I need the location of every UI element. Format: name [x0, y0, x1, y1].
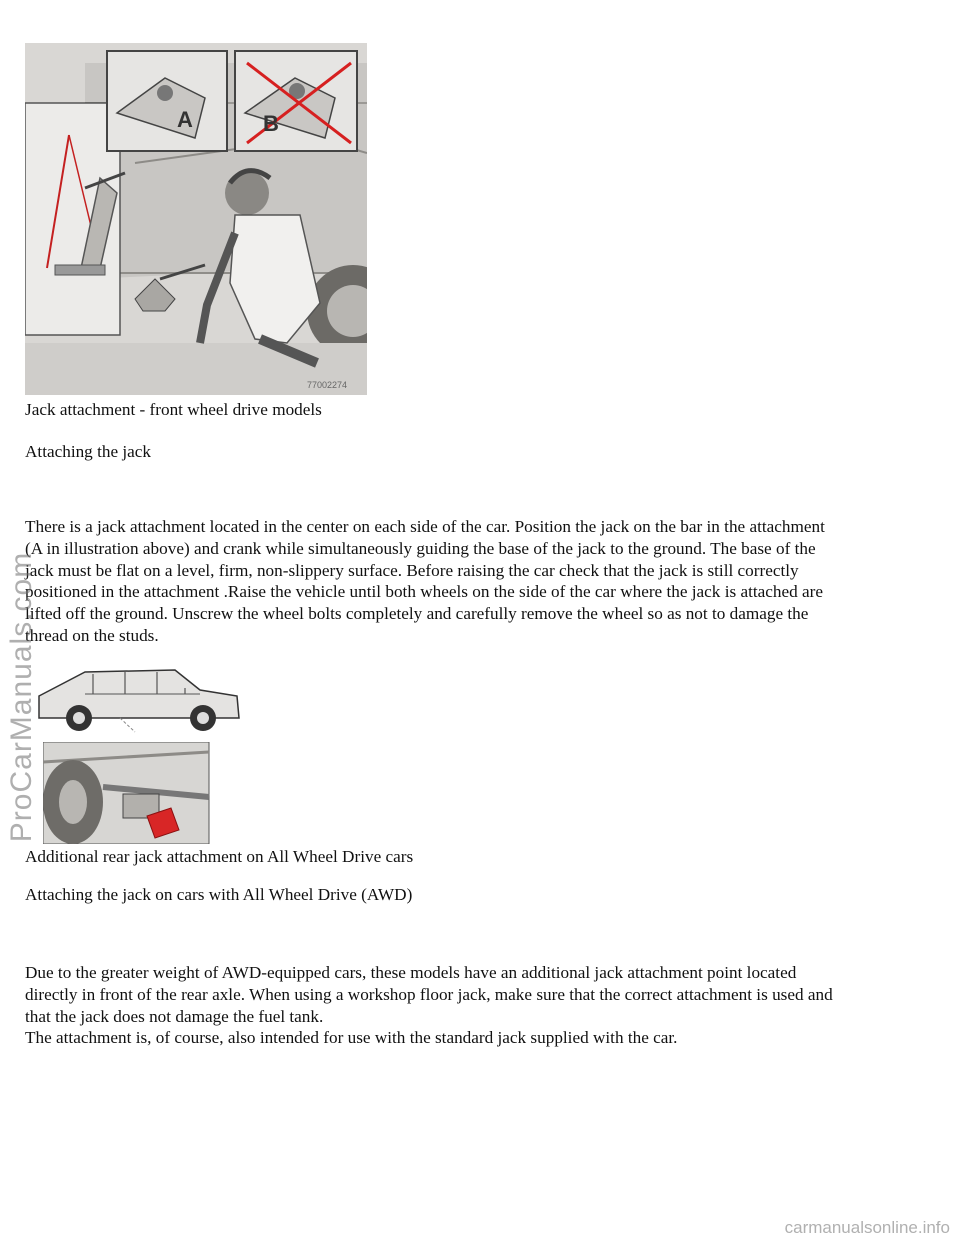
footer-watermark: carmanualsonline.info: [784, 1218, 950, 1237]
text-line: Due to the greater weight of AWD-equipped cars, these models have an additional jack attachment point located: [25, 963, 797, 982]
text-line: that the jack does not damage the fuel tank.: [25, 1006, 324, 1026]
figure2-caption: Additional rear jack attachment on All Wheel Drive cars: [25, 847, 414, 866]
text-line: There is a jack attachment located in the center on each side of the car. Position the jack on the bar in the attachment: [25, 517, 825, 536]
inset-b-label: B: [263, 111, 279, 136]
inset-a-label: A: [177, 107, 193, 132]
text-line: positioned in the attachment .Raise the vehicle until both wheels on the side of the car where the jack is attached are: [25, 582, 823, 602]
awd-car-illustration: [25, 660, 247, 735]
text-line: lifted off the ground. Unscrew the wheel bolts completely and carefully remove the wheel so as not to damage the: [25, 604, 809, 624]
rear-jack-attachment-illustration: [43, 742, 249, 844]
text-line: jack must be flat on a level, firm, non-slippery surface. Before raising the car check that the jack is still correctly: [25, 560, 799, 580]
section1-heading: Attaching the jack: [25, 442, 151, 461]
figure1-caption: Jack attachment - front wheel drive models: [25, 400, 322, 419]
text-line: (A in illustration above) and crank while simultaneously guiding the base of the jack to the ground. The base of the: [25, 538, 816, 558]
jack-attachment-illustration: [25, 43, 367, 395]
text-line: The attachment is, of course, also intended for use with the standard jack supplied with the car.: [25, 1028, 678, 1048]
text-line: thread on the studs.: [25, 625, 159, 645]
side-watermark: ProCarManuals.com: [5, 551, 38, 843]
text-line: directly in front of the rear axle. When using a workshop floor jack, make sure that the correct attachment is used and: [25, 984, 833, 1004]
illustration-code: 77002274: [307, 380, 348, 390]
section2-paragraph: [25, 962, 930, 1049]
section1-paragraph: [25, 516, 930, 647]
section2-heading: Attaching the jack on cars with All Wheel Drive (AWD): [25, 885, 413, 904]
